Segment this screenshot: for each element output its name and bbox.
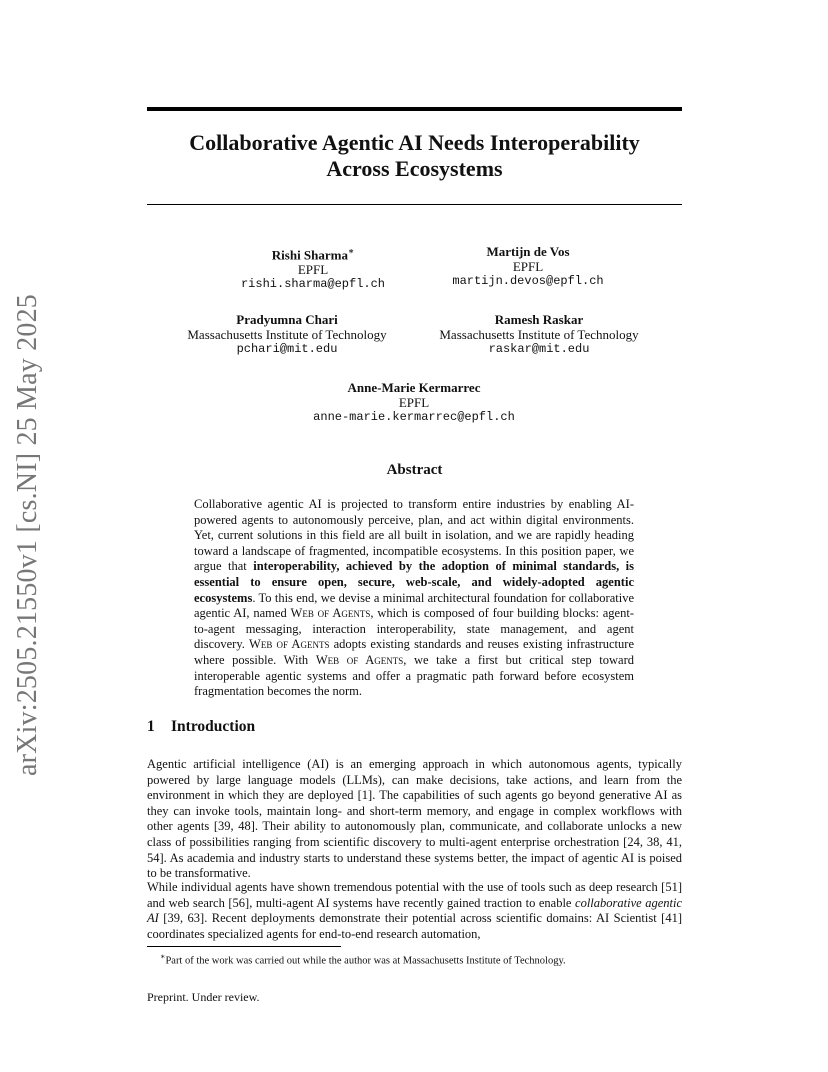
author-name: Pradyumna Chari	[236, 312, 338, 327]
footnote-text: Part of the work was carried out while the author was at Massachusetts Institute of Technology.	[165, 955, 566, 967]
title-bottom-rule	[147, 204, 682, 205]
author-name: Ramesh Raskar	[494, 312, 584, 327]
author-block	[428, 312, 650, 357]
web-of-agents-term: Web of Agents	[315, 652, 404, 667]
footnote-mark: ∗	[160, 952, 166, 961]
footnote	[160, 950, 566, 968]
author-email: raskar@mit.edu	[488, 342, 590, 356]
web-of-agents-term: Web of Agents	[249, 637, 330, 652]
section-number: 1	[147, 718, 155, 735]
author-name: Anne-Marie Kermarrec	[347, 380, 481, 395]
intro-paragraph-2: While individual agents have shown tremendous potential with the use of tools such as deep research [51] and web search [56], multi-agent AI systems have recently gained traction to enable collaborative agentic AI [39, 63]. Recent deployments demonstrate their potential across scientific domains: AI Scientist [41] coordinates specialized agents for end-to-end research automation,	[147, 880, 682, 941]
author-affiliation: EPFL	[398, 395, 430, 410]
paper-title	[147, 130, 682, 182]
title-line-1: Collaborative Agentic AI Needs Interoperability	[189, 130, 640, 155]
intro-paragraph-1: Agentic artificial intelligence (AI) is an emerging approach in which autonomous agents, typically powered by large language models (LLMs), can make decisions, take actions, and learn from the environment in which they are deployed [1]. The capabilities of such agents go beyond generative AI as they can invoke tools, maintain long- and short-term memory, and engage in complex workflows with other agents [39, 48]. Their ability to autonomously plan, communicate, and collaborate unlocks a new class of possibilities ranging from scientific discovery to multi-agent enterprise orchestration [24, 38, 41, 54]. As academia and industry starts to understand these systems better, the impact of agentic AI is poised to be transformative.	[147, 757, 682, 881]
author-block	[176, 312, 398, 357]
footnote-rule	[147, 946, 341, 947]
author-email: pchari@mit.edu	[236, 342, 338, 356]
web-of-agents-term: Web of Agents	[290, 606, 371, 621]
author-email: martijn.devos@epfl.ch	[452, 274, 604, 288]
emphasis-term: collaborative agentic AI	[147, 895, 682, 926]
title-line-2: Across Ecosystems	[326, 156, 503, 181]
author-email: rishi.sharma@epfl.ch	[240, 277, 386, 292]
abstract-body: Collaborative agentic AI is projected to transform entire industries by enabling AI-powered agents to autonomously perceive, plan, and act within digital environments. Yet, current solutions in this field are all built in isolation, and we are rapidly heading toward a landscape of fragmented, incompatible ecosystems. In this position paper, we argue that interoperability, achieved by the adoption of minimal standards, is essential to ensure open, secure, web-scale, and widely-adopted agentic ecosystems. To this end, we devise a minimal architectural foundation for collaborative agentic AI, named Web of Agents, which is composed of four building blocks: agent-to-agent messaging, interaction interoperability, state management, and agent discovery. Web of Agents adopts existing standards and reuses existing infrastructure where possible. With Web of Agents, we take a first but critical step toward interoperable agentic systems and offer a pragmatic path forward before ecosystem fragmentation becomes the norm.	[194, 497, 635, 699]
author-name: Rishi Sharma∗	[271, 246, 355, 263]
author-block	[213, 244, 413, 292]
author-footnote-mark: ∗	[348, 246, 355, 256]
author-affiliation: Massachusetts Institute of Technology	[187, 327, 387, 342]
preprint-notice: Preprint. Under review.	[147, 990, 260, 1004]
abstract-heading: Abstract	[386, 462, 443, 478]
abstract-claim: interoperability, achieved by the adoption of minimal standards, is essential to ensure open, secure, web-scale, and widely-adopted agentic ecosystems	[194, 559, 635, 605]
title-top-rule	[147, 107, 682, 111]
author-block	[284, 380, 544, 425]
author-name: Martijn de Vos	[486, 244, 570, 259]
author-affiliation: EPFL	[512, 259, 544, 274]
author-affiliation: EPFL	[297, 262, 329, 278]
author-affiliation: Massachusetts Institute of Technology	[439, 327, 639, 342]
arxiv-identifier: arXiv:2505.21550v1 [cs.NI] 25 May 2025	[12, 294, 43, 776]
section-heading	[147, 718, 255, 736]
section-title: Introduction	[171, 718, 256, 735]
author-block	[428, 244, 628, 289]
author-email: anne-marie.kermarrec@epfl.ch	[313, 410, 515, 424]
